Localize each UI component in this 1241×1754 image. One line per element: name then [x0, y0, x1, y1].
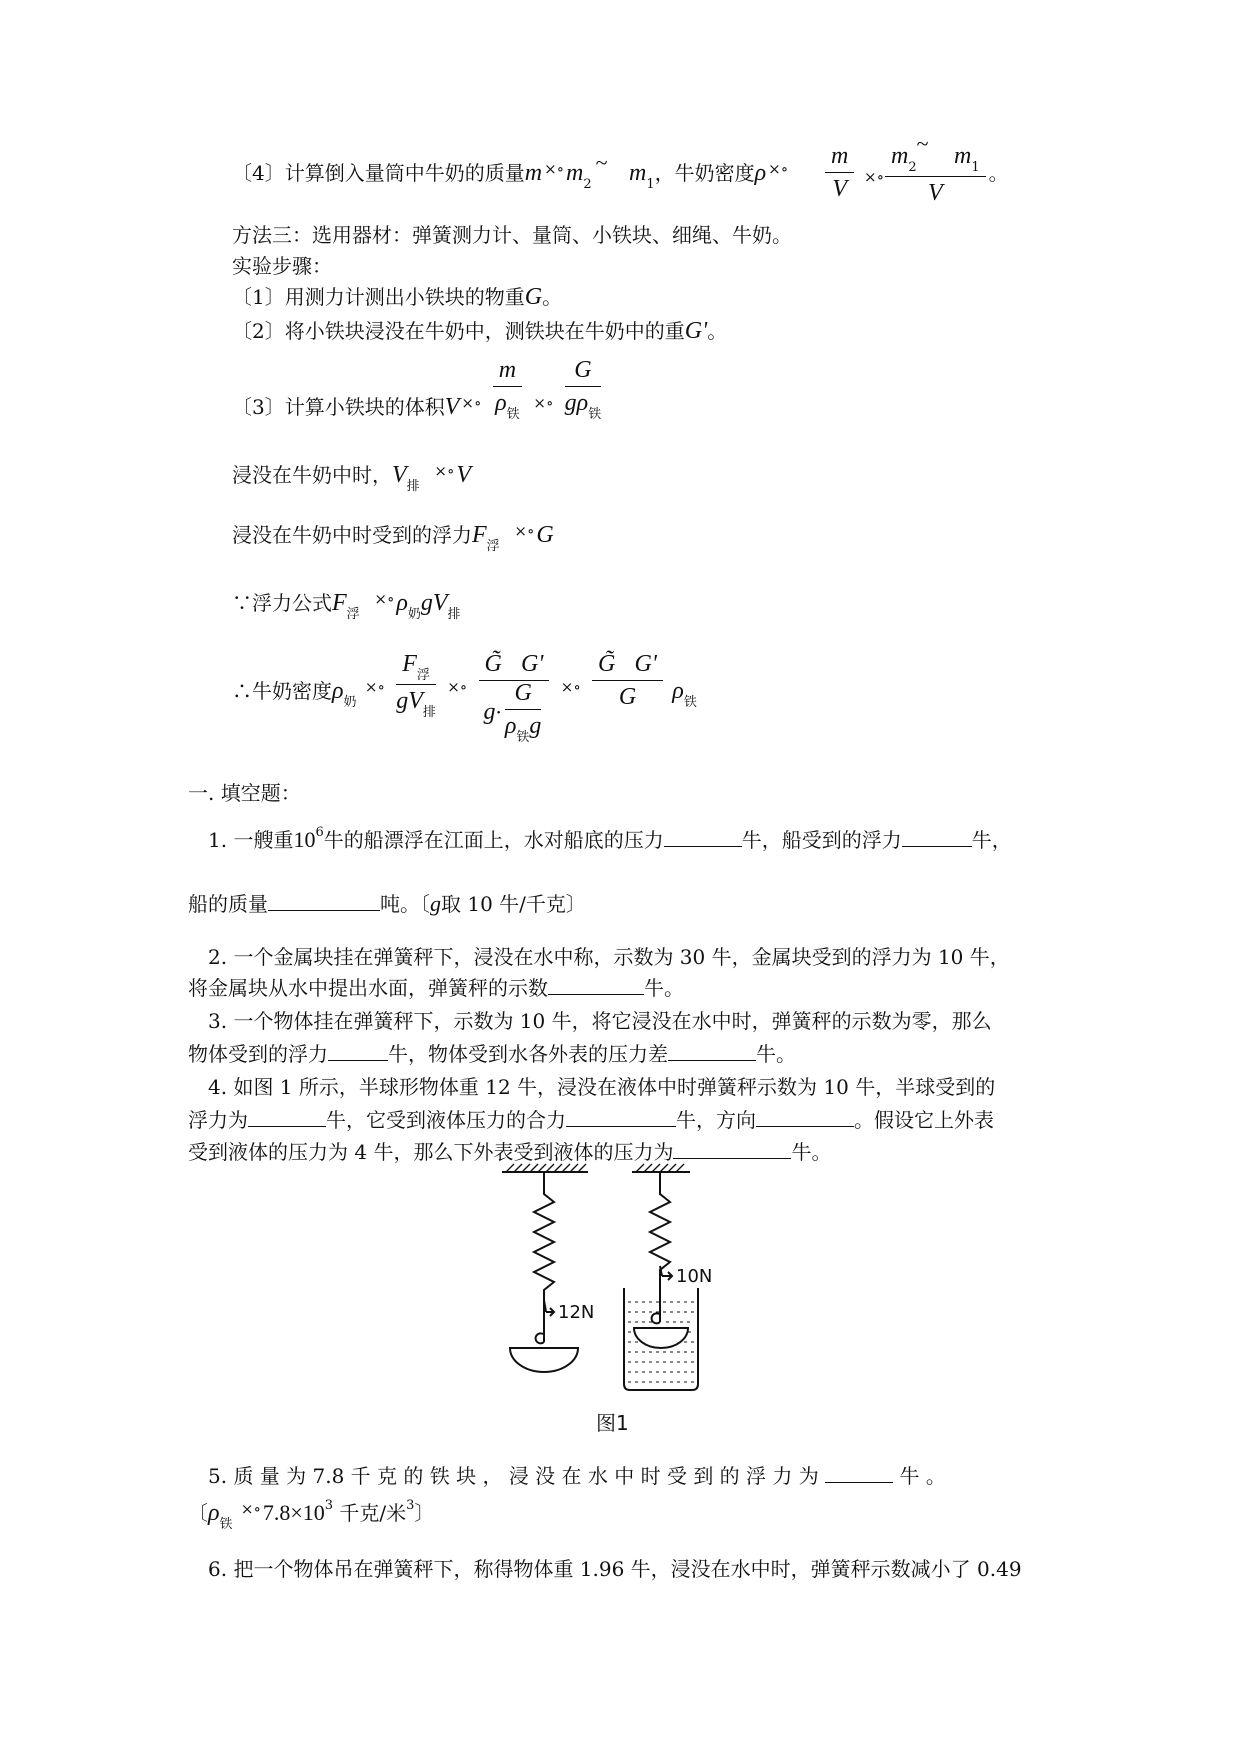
- density-frac-a: $\frac{F_浮}{gV_排}$: [396, 651, 436, 720]
- answer-blank[interactable]: [664, 826, 742, 847]
- question-1-line-1: 1. 一艘重$10^6$牛的船漂浮在江面上，水对船底的压力 牛，船受到的浮力 牛，: [208, 825, 1012, 852]
- density-frac-c: $\frac{G̃ G'}{G}$: [592, 650, 663, 711]
- section-title: 一. 填空题：: [188, 781, 301, 805]
- answer-blank[interactable]: [902, 826, 972, 847]
- buoyancy-formula: ∵浮力公式$F_浮$ $^{\times\circ}\rho_奶gV_排$: [232, 590, 461, 622]
- milk-density-formula: ∴牛奶密度$\rho_奶$ $_{\times\circ}$ $\frac{F_浮}{gV_排}$ $_{\times\circ}$ G̃ G' g· $\frac{G}{\rho_铁g}$ $_{\times\circ}$ $\frac{G̃ G'}{G}$ $\rho_铁$: [232, 651, 697, 745]
- volume-fraction-2: $\frac{G}{g\rho_铁}$: [564, 357, 602, 422]
- density-fraction-3: $\frac{m_2\sim m_1}{V}$ 。: [882, 142, 1009, 207]
- spring-left: [534, 1172, 554, 1308]
- question-3-line-1: 3. 一个物体挂在弹簧秤下，示数为 10 牛，将它浸没在水中时，弹簧秤的示数为零，那么: [208, 1009, 992, 1033]
- answer-blank[interactable]: [548, 974, 644, 995]
- method3-step1: 〔1〕用测力计测出小铁块的物重G。: [232, 284, 563, 310]
- answer-blank[interactable]: [268, 890, 380, 911]
- vpai-line: 浸没在牛奶中时，$V_排$ ×∘V: [232, 462, 471, 494]
- answer-blank[interactable]: [756, 1106, 854, 1127]
- label-12n: 12N: [558, 1302, 595, 1323]
- buoyancy-line: 浸没在牛奶中时受到的浮力$F_浮$ ×∘G: [232, 522, 554, 554]
- label-10n: 10N: [676, 1266, 713, 1287]
- figure-spring-balance: [490, 1160, 730, 1400]
- density-fraction-2: ×∘: [864, 168, 884, 186]
- figure-caption: 图1: [596, 1411, 629, 1435]
- question-4-line-3: 受到液体的压力为 4 牛，那么下外表受到液体的压力为 牛。: [188, 1140, 832, 1164]
- question-4-line-1: 4. 如图 1 所示，半球形物体重 12 牛，浸没在液体中时弹簧秤示数为 10 牛，半球受到的: [208, 1075, 996, 1099]
- hemisphere-right: [634, 1328, 688, 1348]
- question-4-line-2: 浮力为 牛，它受到液体压力的合力 牛，方向 。假设它上外表: [188, 1108, 994, 1132]
- density-frac-b: G̃ G' g· $\frac{G}{\rho_铁g}$: [479, 650, 550, 744]
- method2-step4: 〔4〕计算倒入量筒中牛奶的质量m $^{\times\circ}m_2\sim$ $m_1$，牛奶密度ρ ×∘: [232, 150, 789, 192]
- answer-blank[interactable]: [673, 1138, 791, 1159]
- question-1-line-2: 船的质量 吨。〔g取 10 牛/千克〕: [188, 891, 586, 916]
- answer-blank[interactable]: [248, 1106, 326, 1127]
- steps-title: 实验步骤：: [232, 254, 332, 278]
- density-fraction-1: $\frac{m}{V}$: [822, 142, 857, 203]
- answer-blank[interactable]: [566, 1106, 676, 1127]
- hemisphere-left: [510, 1348, 578, 1372]
- question-5-line-2: 〔$\rho_铁$ $^{\times\circ}7.8\times 10^3$ 千克/米$^3$〕: [188, 1498, 435, 1532]
- question-2-line-2: 将金属块从水中提出水面，弹簧秤的示数 牛。: [188, 976, 684, 1000]
- question-3-line-2: 物体受到的浮力 牛，物体受到水各外表的压力差 牛。: [188, 1042, 796, 1066]
- question-5-line-1: 5. 质 量 为 7.8 千 克 的 铁 块 ， 浸 没 在 水 中 时 受 到 的 浮 力 为 牛 。: [208, 1464, 946, 1488]
- answer-blank[interactable]: [328, 1040, 388, 1061]
- answer-blank[interactable]: [825, 1462, 893, 1483]
- method3-step3: 〔3〕计算小铁块的体积V $_{\times\circ}$ $\frac{m}{\rho_铁}$ $_{\times\circ}$ $\frac{G}{g\rho_铁}$: [232, 357, 602, 422]
- answer-blank[interactable]: [668, 1040, 756, 1061]
- question-6-line-1: 6. 把一个物体吊在弹簧秤下，称得物体重 1.96 牛，浸没在水中时，弹簧秤示数减小了 0.49: [208, 1557, 1022, 1581]
- volume-fraction-1: $\frac{m}{\rho_铁}$: [493, 356, 522, 421]
- method3-intro: 方法三：选用器材：弹簧测力计、量筒、小铁块、细绳、牛奶。: [232, 223, 792, 247]
- question-2-line-1: 2. 一个金属块挂在弹簧秤下，浸没在水中称，示数为 30 牛，金属块受到的浮力为 10 牛，: [208, 945, 1010, 969]
- method3-step2: 〔2〕将小铁块浸没在牛奶中，测铁块在牛奶中的重G'。: [232, 318, 728, 344]
